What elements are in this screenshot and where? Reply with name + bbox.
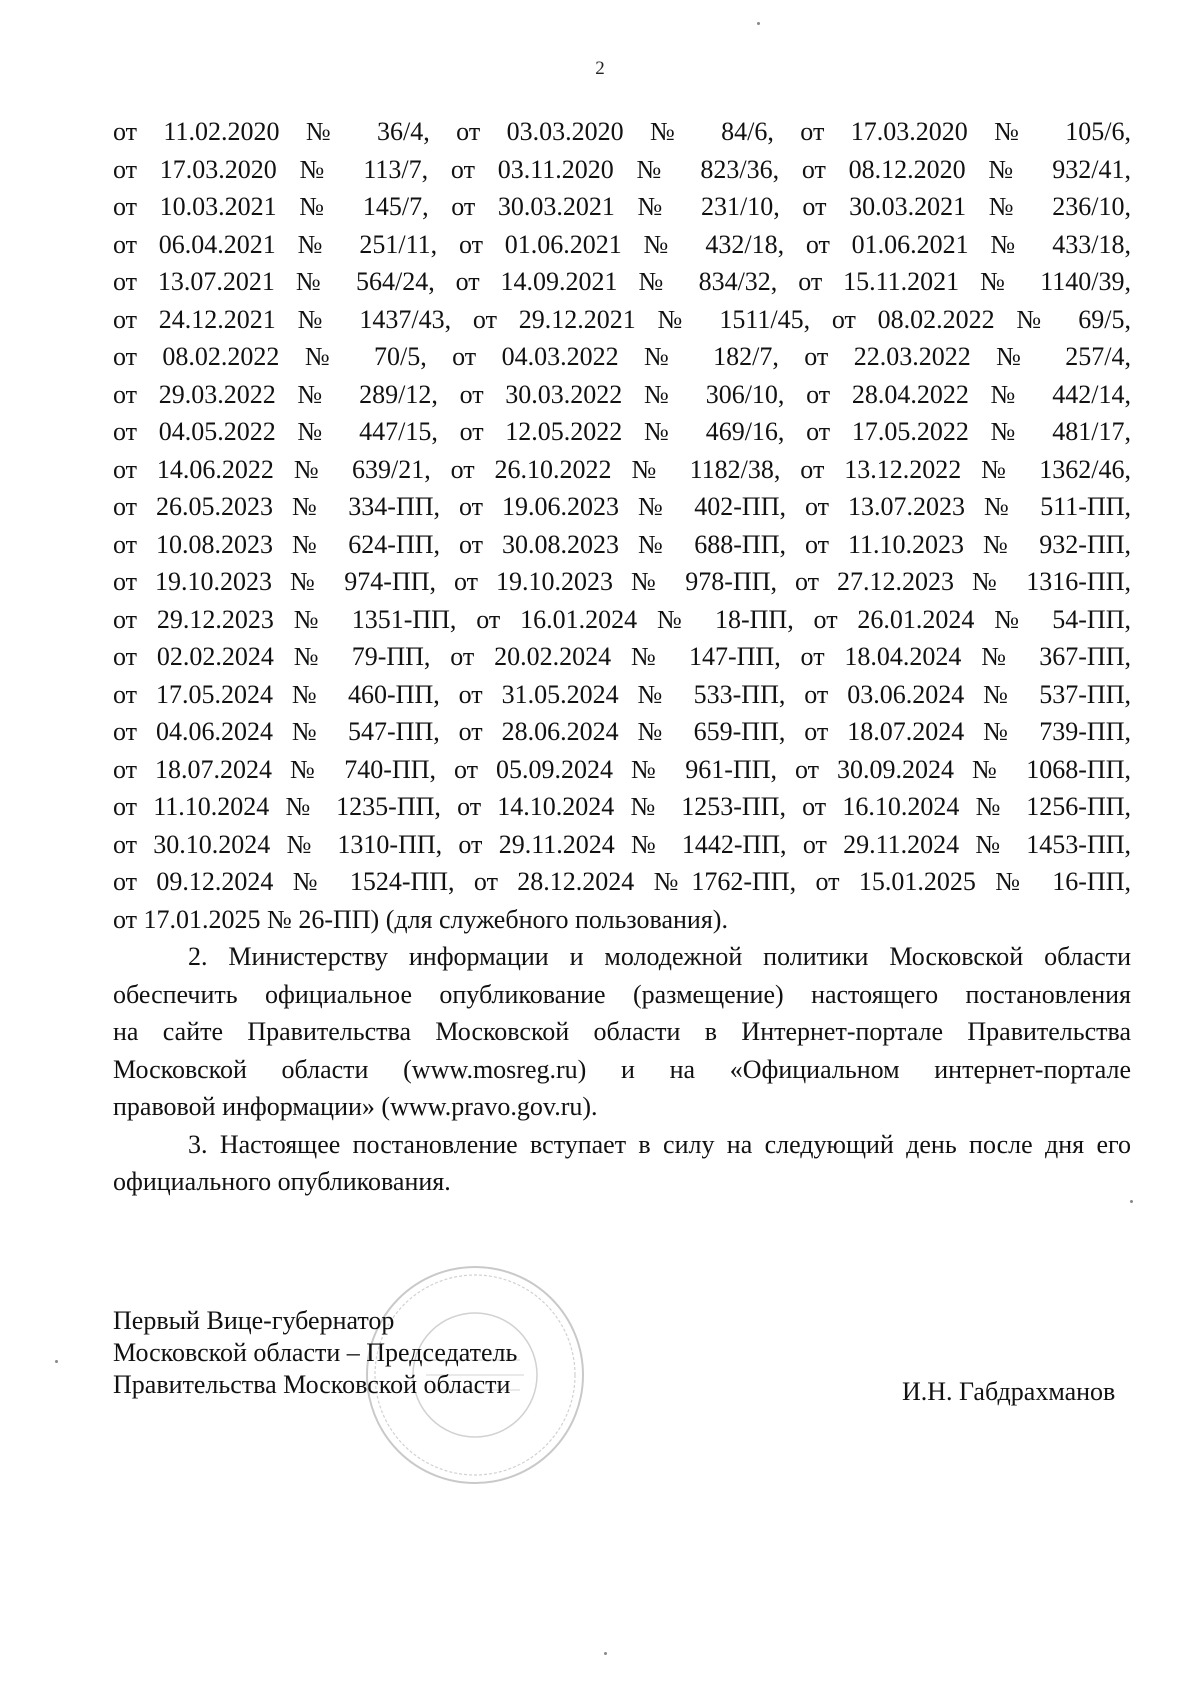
resolution-list-line: от 30.10.2024 № 1310-ПП, от 29.11.2024 № 1442-ПП, от 29.11.2024 № 1453-ПП, bbox=[113, 829, 1131, 859]
resolutions-list bbox=[113, 113, 1131, 938]
resolution-list-line: от 19.10.2023 № 974-ПП, от 19.10.2023 № 978-ПП, от 27.12.2023 № 1316-ПП, bbox=[113, 567, 1131, 596]
signatory-name: И.Н. Габдрахманов bbox=[902, 1377, 1116, 1406]
paragraph-line: 3. Настоящее постановление вступает в силу на следующий день после дня его bbox=[188, 1129, 1131, 1159]
paragraph-line: обеспечить официальное опубликование (размещение) настоящего постановления bbox=[113, 979, 1131, 1009]
resolution-list-line: от 06.04.2021 № 251/11, от 01.06.2021 № 432/18, от 01.06.2021 № 433/18, bbox=[113, 229, 1131, 259]
document-body bbox=[113, 113, 1131, 1201]
resolution-list-line: от 11.10.2024 № 1235-ПП, от 14.10.2024 № 1253-ПП, от 16.10.2024 № 1256-ПП, bbox=[113, 792, 1131, 821]
resolution-list-line: от 10.03.2021 № 145/7, от 30.03.2021 № 231/10, от 30.03.2021 № 236/10, bbox=[113, 192, 1131, 221]
resolution-list-line: от 11.02.2020 № 36/4, от 03.03.2020 № 84/6, от 17.03.2020 № 105/6, bbox=[113, 117, 1131, 146]
scan-speck bbox=[757, 22, 760, 25]
resolution-list-line: от 04.05.2022 № 447/15, от 12.05.2022 № 469/16, от 17.05.2022 № 481/17, bbox=[113, 417, 1131, 446]
resolution-list-line: от 29.12.2023 № 1351-ПП, от 16.01.2024 № 18-ПП, от 26.01.2024 № 54-ПП, bbox=[113, 604, 1131, 634]
resolution-list-line: от 08.02.2022 № 70/5, от 04.03.2022 № 182/7, от 22.03.2022 № 257/4, bbox=[113, 342, 1131, 371]
signatory-title-line: Первый Вице-губернатор bbox=[113, 1306, 395, 1335]
resolution-list-line: от 18.07.2024 № 740-ПП, от 05.09.2024 № 961-ПП, от 30.09.2024 № 1068-ПП, bbox=[113, 754, 1131, 784]
resolution-list-line: от 13.07.2021 № 564/24, от 14.09.2021 № 834/32, от 15.11.2021 № 1140/39, bbox=[113, 267, 1131, 296]
signatory-title-line: Московской области – Председатель bbox=[113, 1338, 518, 1367]
resolution-list-line: от 10.08.2023 № 624-ПП, от 30.08.2023 № 688-ПП, от 11.10.2023 № 932-ПП, bbox=[113, 529, 1131, 559]
scan-speck bbox=[55, 1360, 58, 1363]
scan-speck bbox=[1130, 1200, 1133, 1203]
resolution-list-line: от 26.05.2023 № 334-ПП, от 19.06.2023 № 402-ПП, от 13.07.2023 № 511-ПП, bbox=[113, 492, 1131, 521]
resolution-list-line: от 14.06.2022 № 639/21, от 26.10.2022 № 1182/38, от 13.12.2022 № 1362/46, bbox=[113, 454, 1131, 484]
paragraph-2 bbox=[113, 938, 1131, 1126]
resolution-list-line: от 02.02.2024 № 79-ПП, от 20.02.2024 № 147-ПП, от 18.04.2024 № 367-ПП, bbox=[113, 642, 1131, 671]
paragraph-line: 2. Министерству информации и молодежной политики Московской области bbox=[188, 942, 1131, 971]
paragraph-line: Московской области (www.mosreg.ru) и на «Официальном интернет-портале bbox=[113, 1054, 1131, 1084]
paragraph-line: на сайте Правительства Московской области в Интернет-портале Правительства bbox=[113, 1017, 1131, 1046]
paragraph-3 bbox=[113, 1126, 1131, 1201]
resolution-list-line: от 24.12.2021 № 1437/43, от 29.12.2021 № 1511/45, от 08.02.2022 № 69/5, bbox=[113, 304, 1131, 334]
resolution-list-line: от 17.01.2025 № 26-ПП) (для служебного пользования). bbox=[113, 904, 728, 934]
resolution-list-line: от 17.05.2024 № 460-ПП, от 31.05.2024 № 533-ПП, от 03.06.2024 № 537-ПП, bbox=[113, 679, 1131, 709]
signatory-title-line: Правительства Московской области bbox=[113, 1370, 511, 1399]
resolution-list-line: от 17.03.2020 № 113/7, от 03.11.2020 № 823/36, от 08.12.2020 № 932/41, bbox=[113, 154, 1131, 184]
resolution-list-line: от 09.12.2024 № 1524-ПП, от 28.12.2024 №1762-ПП, от 15.01.2025 № 16-ПП, bbox=[113, 867, 1131, 896]
signature-block bbox=[113, 1305, 517, 1401]
page-number: 2 bbox=[595, 58, 605, 79]
paragraph-line: правовой информации» (www.pravo.gov.ru). bbox=[113, 1092, 598, 1121]
paragraph-line: официального опубликования. bbox=[113, 1167, 451, 1196]
scan-speck bbox=[604, 1652, 607, 1655]
resolution-list-line: от 04.06.2024 № 547-ПП, от 28.06.2024 № 659-ПП, от 18.07.2024 № 739-ПП, bbox=[113, 717, 1131, 746]
resolution-list-line: от 29.03.2022 № 289/12, от 30.03.2022 № 306/10, от 28.04.2022 № 442/14, bbox=[113, 379, 1131, 409]
